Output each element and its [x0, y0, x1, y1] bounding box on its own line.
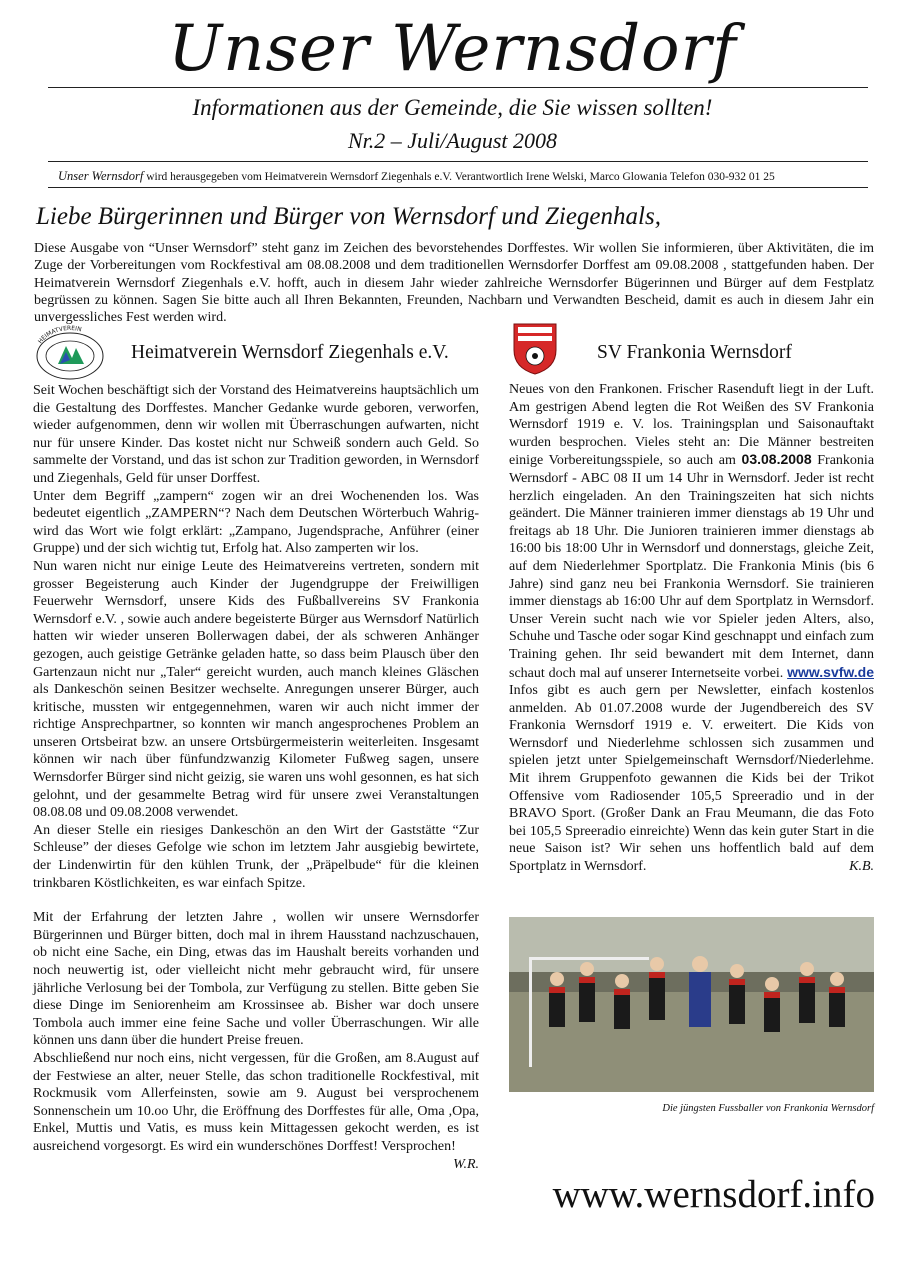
issue-number: Nr.2 – Juli/August 2008 [347, 128, 557, 153]
paragraph-text: Infos gibt es auch gern per Newsletter, einfach kostenlos anmelden. Ab 01.07.2008 wurde der Jugendbereich des SV Frankonia Wernsdorf 1919 e. V. erweitert. Die Kids von Wernsdorf und Niederlehme schlossen sich zusammen und spielen jetzt unter Spielgemeinschaft Wernsdorf/Niederlehme. Mit ihrem Gruppenfoto gewannen die Kids bei der Trikot Offensive vom Radiosender 105,5 Spreeradio und in der BRAVO Sport. (Großer Dank an Frau Meumann, die das Foto bei 105,5 Spreeradio einreichte) Wenn das kein guter Start in die neue Saison ist? Wir sehen uns hoffentlich bald auf dem Sportplatz in Wernsdorf. [509, 683, 874, 875]
svfw-link[interactable]: www.svfw.de [787, 663, 874, 680]
paragraph-text: Frankonia Wernsdorf - ABC 08 II um 14 Uhr in Wernsdorf. Jeder ist recht herzlich eingeladen. An den Trainingszeiten hat sich nichts geändert. Die Männer trainieren immer dienstags ab 19 Uhr und freitags ab 18 Uhr. Die Junioren trainieren immer dienstags ab 16:00 bis 18:00 Uhr in Wernsdorf und donnerstags, gleiche Zeit, auf dem Niederlehmer Sportplatz. Die Frankonia Minis (bis 6 Jahre) sind ganz neu bei Frankonia Wernsdorf. Sie trainieren immer dienstags ab 16:00 Uhr auf dem Sportplatz in Wernsdorf. Unser Verein sucht nach wie vor Spieler jeden Alters, also, Schuhe und Tasche oder sogar Kind geschnappt und einfach zum Training gehen. Ihr seid bewandert mit dem Internet, dann schaut doch mal auf unserer Internetseite vorbei. [509, 453, 875, 681]
masthead-title: Unser Wernsdorf [168, 12, 737, 86]
paragraph-text: Abschließend nur noch eins, nicht vergessen, für die Großen, am 8.August auf der Festwiese an alter, neuer Stelle, das schon traditionelle Rockfestival, mit Rockmusik vom Allerfeinsten, sowie am 9. August bei versprochenem Sonnenschein um 10.oo Uhr, die Eröffnung des Dorffestes für alle, Oma ,Opa, Enkel, Muttis und Vatis, es muss kein Mittagessen gekocht werden, es ist ausreichend vorgesorgt. Es wird ein wunderschönes Dorffest! Versprochen! [33, 1050, 479, 1154]
match-date: 03.08.2008 [741, 451, 812, 468]
footer-website-link[interactable]: www.wernsdorf.info [552, 1173, 875, 1216]
imprint-name: Unser Wernsdorf [58, 169, 144, 183]
imprint [58, 169, 868, 184]
signature: K.B. [849, 859, 874, 875]
subtitle: Informationen aus der Gemeinde, die Sie wissen sollten! [192, 95, 713, 120]
paragraph [509, 381, 874, 876]
sv-frankonia-logo [510, 320, 560, 376]
paragraph: Nun waren nicht nur einige Leute des Heimatvereins vertreten, sondern mit grosser Begeisterung auch Kinder der Jugendgruppe der Freiwilligen Feuerwehr Wernsdorf, unsere Kids des Fußballvereins SV Frankonia Wernsdorf e.V. , sowie auch andere begeisterte Bürger aus Wernsdorf Natürlich hatten wir wieder unseren Bollerwagen dabei, der als schweren Anhänger gezogen, auch geistige Getränke geladen hatte, so dass beim Plausch über den Gartenzaun nicht nur „Taler“ gereicht wurden, auch manch kleines Gläschen als Dankeschön seinen Besitzer wechselte. Anregungen unserer Bürger, auch kritische, mussten wir entgegennehmen, waren wir auch nicht immer der richtige Ansprechpartner, so konnten wir manch angesprochenes Problem an unseren Ortsbeirat bzw. an unsere Ortsbürgermeisterin weiterleiten. Insgesamt können wir nach über fünfundzwanzig Kilometer Fußweg sagen, unsere Wernsdorfer Bürger sind nicht geizig, sie waren uns wohl gesonnen, es hat sich gelohnt, und der gesammelte Betrag wird für unsere zwei Veranstaltungen 08.08.08 und 09.08.2008 verwendet. [33, 558, 479, 821]
signature: W.R. [453, 1156, 479, 1172]
paragraph: Seit Wochen beschäftigt sich der Vorstand des Heimatvereins hauptsächlich um die Gestaltung des Dorffestes. Mancher Gedanke wurde geboren, verworfen, wieder aufgenommen, denn wir wollen mit Überraschungen aufwarten, nicht nur für unsere Kinder. Das kostet nicht nur Schweiß sondern auch Geld. So sammelte der Vorstand, und das ist schon zur Tradition geworden, in Wernsdorf und Ziegenhals, Geld für unser Dorffest. [33, 383, 479, 486]
heimatverein-article [33, 382, 479, 1173]
sv-frankonia-crest-icon [510, 320, 560, 376]
photo-caption: Die jüngsten Fussballer von Frankonia Wernsdorf [662, 1103, 874, 1114]
paragraph [33, 1050, 479, 1172]
paragraph-text: Neues von den Frankonen. Frischer Rasenduft liegt in der Luft. Am gestrigen Abend legten die Rot Weißen des SV Frankonia Wernsdorf 1919 e. V. los. Trainingsplan und Saisonauftakt wurden besprochen. Vieles steht an: Die Männer bestreiten einige Vorbereitungsspiele, so auch am [509, 382, 874, 469]
imprint-rule-top [48, 161, 868, 162]
heimatverein-logo-icon [30, 320, 110, 380]
headline: Liebe Bürgerinnen und Bürger von Wernsdorf und Ziegenhals, [36, 203, 661, 230]
paragraph: Mit der Erfahrung der letzten Jahre , wollen wir unsere Wernsdorfer Bürgerinnen und Bürger bitten, doch mal in ihrem Hausstand nachzuschauen, ob nicht eine Sache, ein Ding, etwas das im Haushalt bereits vorhanden und noch neuwertig ist, oder vielleicht nicht mehr gebraucht wird, für unsere jährliche Verlosung bei der Tombola, zur Verfügung zu stellen. Bitte geben Sie diese Dinge im Seniorenheim am Krossinsee ab. Bisher war doch unsere Tombola auch immer eine feine Sache und voller Überraschungen. Wir alle können uns dann über die hundert Preise freuen. [33, 910, 479, 1049]
team-photo [509, 917, 874, 1092]
imprint-text: wird herausgegeben vom Heimatverein Wernsdorf Ziegenhals e.V. Verantwortlich Irene Welski, Marco Glowania Telefon 030-932 01 25 [146, 171, 775, 183]
paragraph: Unter dem Begriff „zampern“ zogen wir an drei Wochenenden los. Was bedeutet eigentlich „ZAMPERN“? Nach dem Deutschen Wörterbuch Wahrig- wird das Wort wie folgt erklärt: „Zampano, Jugendsprache, Anführer (einer Gruppe) und der sich wichtig tut, Erfolg hat. Also zamperten wir los. [33, 488, 479, 557]
top-rule [48, 87, 868, 88]
intro-paragraph: Diese Ausgabe von “Unser Wernsdorf” steht ganz im Zeichen des bevorstehendes Dorffestes. Wir wollen Sie informieren, über Aktivitäten, die im Zuge der Vorbereitungen vom Rockfestival am 08.08.2008 und dem traditionellen Wernsdorfer Dorffest am 09.08.2008 , stattgefunden haben. Der Heimatverein Wernsdorf Ziegenhals e.V. hofft, auch in diesem Jahr wieder zahlreiche Wernsdorfer Bügerinnen und Bürger auf dem Festplatz begrüssen zu können. Sagen Sie bitte auch all Ihren Bekannten, Freunden, Nachbarn und Verwandten Bescheid, damit es auch in diesem Jahr ein unvergessliches Fest werden wird. [34, 241, 874, 326]
sv-frankonia-article [509, 381, 874, 876]
svg-text:HEIMATVEREIN: HEIMATVEREIN [36, 324, 83, 346]
imprint-rule-bottom [48, 187, 868, 188]
sv-frankonia-title: SV Frankonia Wernsdorf [597, 342, 792, 363]
heimatverein-title: Heimatverein Wernsdorf Ziegenhals e.V. [131, 342, 449, 363]
heimatverein-logo [30, 320, 110, 380]
team-photo-image [509, 917, 874, 1092]
paragraph: An dieser Stelle ein riesiges Dankeschön an den Wirt der Gaststätte “Zur Schleuse” der dieses Gefolge wie schon im letztem Jahr ausgiebig bewirtete, der Lindenwirtin für den kühlen Trunk, der „Präpelbude“ für die kleinen trinkbaren Köstlichkeiten, es war einfach Spitze. [33, 822, 479, 891]
